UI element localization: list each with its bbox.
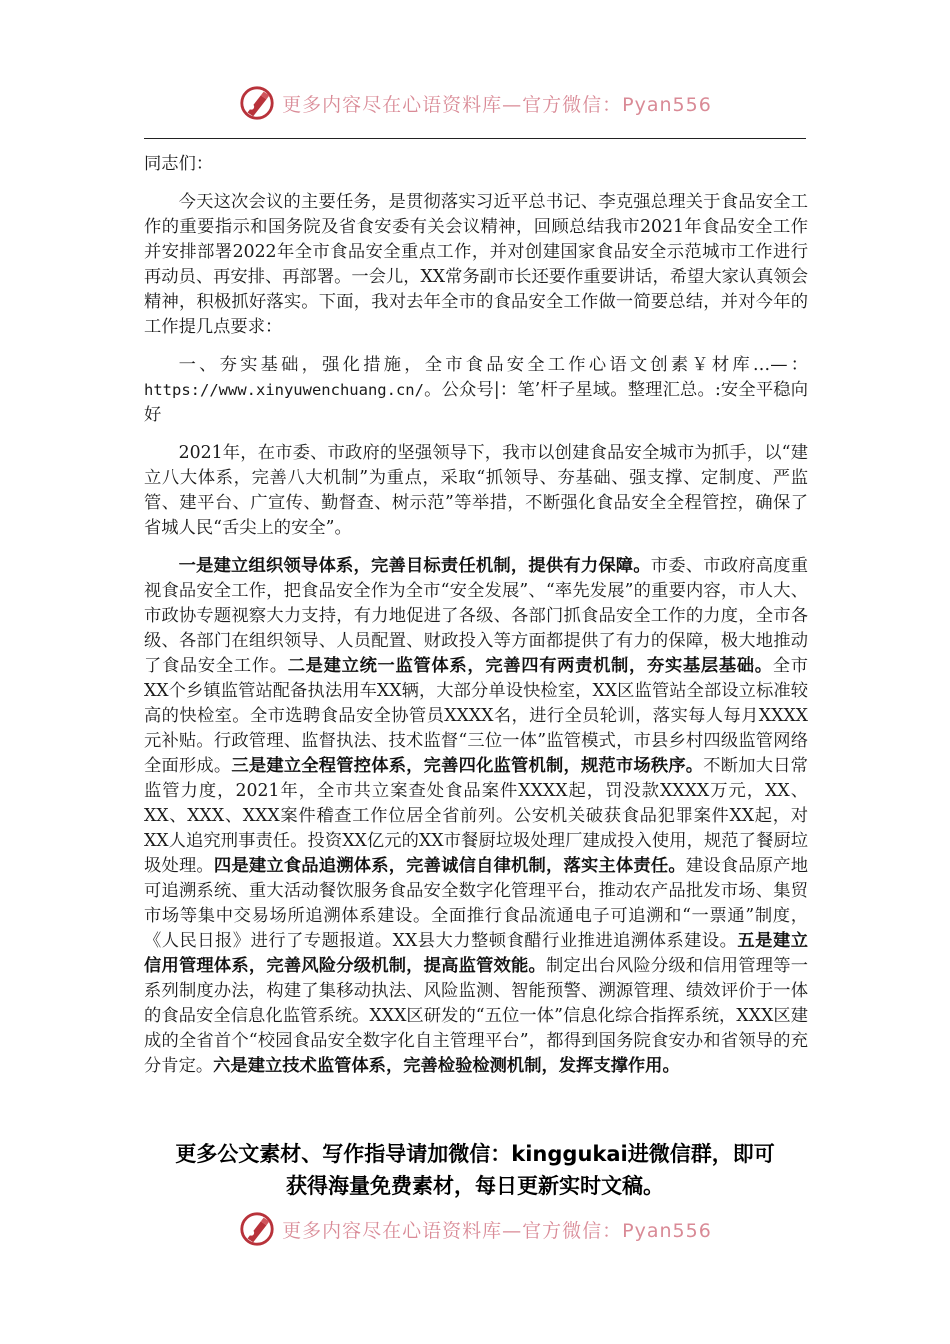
intro-paragraph: 今天这次会议的主要任务，是贯彻落实习近平总书记、李克强总理关于食品安全工作的重要指示和国务院及省食安委有关会议精神，回顾总结我市2021年食品安全工作并安排部署2022年全市食品安全重点工作，并对创建国家食品安全示范城市工作进行再动员、再安排、再部署。一会儿，XX常务副市长还要作重要讲话，希望大家认真领会精神，积极抓好落实。下面，我对去年全市的食品安全工作做一简要总结，并对今年的工作提几点要求： — [144, 192, 809, 337]
point1-heading: 一是建立组织领导体系，完善目标责任机制，提供有力保障。 — [178, 556, 651, 576]
footer-text — [282, 1216, 712, 1243]
section1-heading-part2: 。公众号|：笔’杆子星域。整理汇总。:安全平稳向好 — [144, 380, 808, 425]
page-header — [0, 82, 950, 124]
promo-line-1: 更多公文素材、写作指导请加微信：kinggukai进微信群，即可 — [175, 1142, 775, 1166]
footer-text-cn: 更多内容尽在心语资料库—官方微信： — [282, 1219, 623, 1242]
point3-text: 不断加大日常监管力度，2021年，全市共立案查处食品案件XXXX起，罚没款XXXX万元，XX、XX、XXX、XXX案件稽查工作位居全省前列。公安机关破获食品犯罪案件XX起，对XX人追究刑事责任。投资XX亿元的XX市餐厨垃圾处理厂建成投入使用，规范了餐厨垃圾处理。 — [144, 756, 808, 876]
document-body — [144, 152, 808, 1079]
promo-block — [100, 1138, 850, 1202]
point4-text: 建设食品原产地可追溯系统、重大活动餐饮服务食品安全数字化管理平台，推动农产品批发市场、集贸市场等集中交易场所追溯体系建设。全面推行食品流通电子可追溯和“一票通”制度，《人民日报》进行了专题报道。XX县大力整顿食醋行业推进追溯体系建设。 — [144, 856, 808, 951]
points-paragraph — [144, 554, 808, 1079]
section1-heading-url: https://www.xinyuwenchuang.cn/ — [144, 381, 424, 399]
paragraph-2021-overview: 2021年，在市委、市政府的坚强领导下，我市以创建食品安全城市为抓手，以“建立八大体系，完善八大机制”为重点，采取“抓领导、夯基础、强支撑、定制度、严监管、建平台、广宣传、勤督查、树示范”等举措，不断强化食品安全全程管控，确保了省城人民“舌尖上的安全”。 — [144, 443, 808, 538]
promo-line-2: 获得海量免费素材，每日更新实时文稿。 — [286, 1174, 664, 1198]
page-footer — [0, 1208, 950, 1250]
pen-nib-logo-icon — [238, 84, 276, 122]
footer-wechat-id: Pyan556 — [622, 1219, 712, 1242]
point4-heading: 四是建立食品追溯体系，完善诚信自律机制，落实主体责任。 — [213, 856, 686, 876]
header-wechat-id: Pyan556 — [622, 93, 712, 116]
pen-nib-logo-icon — [238, 1210, 276, 1248]
point6-heading: 六是建立技术监管体系，完善检验检测机制，发挥支撑作用。 — [213, 1056, 680, 1076]
section1-heading — [144, 353, 808, 428]
point2-text: 全市XX个乡镇监管站配备执法用车XX辆，大部分单设快检室，XX区监管站全部设立标准较高的快检室。全市选聘食品安全协管员XXXX名，进行全员轮训，落实每人每月XXXX元补贴。行政管理、监督执法、技术监督“三位一体”监管模式，市县乡村四级监管网络全面形成。 — [144, 656, 808, 776]
point2-heading: 二是建立统一监管体系，完善四有两责机制，夯实基层基础。 — [287, 656, 773, 676]
header-text-cn: 更多内容尽在心语资料库—官方微信： — [282, 93, 623, 116]
point5-heading: 五是建立信用管理体系，完善风险分级机制，提高监管效能。 — [144, 931, 808, 976]
greeting: 同志们： — [144, 154, 214, 174]
header-divider — [144, 138, 806, 139]
section1-heading-part1: 一、夯实基础，强化措施，全市食品安全工作心语文创素￥材库…—： — [178, 355, 808, 375]
point5-text: 制定出台风险分级和信用管理等一系列制度办法，构建了集移动执法、风险监测、智能预警、溯源管理、绩效评价于一体的食品安全信息化监管系统。XXX区研发的“五位一体”信息化综合指挥系统，XXX区建成的全省首个“校园食品安全数字化自主管理平台”，都得到国务院食安办和省领导的充分肯定。 — [144, 956, 808, 1076]
header-text — [282, 90, 712, 117]
point3-heading: 三是建立全程管控体系，完善四化监管机制，规范市场秩序。 — [231, 756, 704, 776]
point1-text: 市委、市政府高度重视食品安全工作，把食品安全作为全市“安全发展”、“率先发展”的重要内容，市人大、市政协专题视察大力支持，有力地促进了各级、各部门抓食品安全工作的力度，全市各级、各部门在组织领导、人员配置、财政投入等方面都提供了有力的保障，极大地推动了食品安全工作。 — [144, 556, 808, 676]
